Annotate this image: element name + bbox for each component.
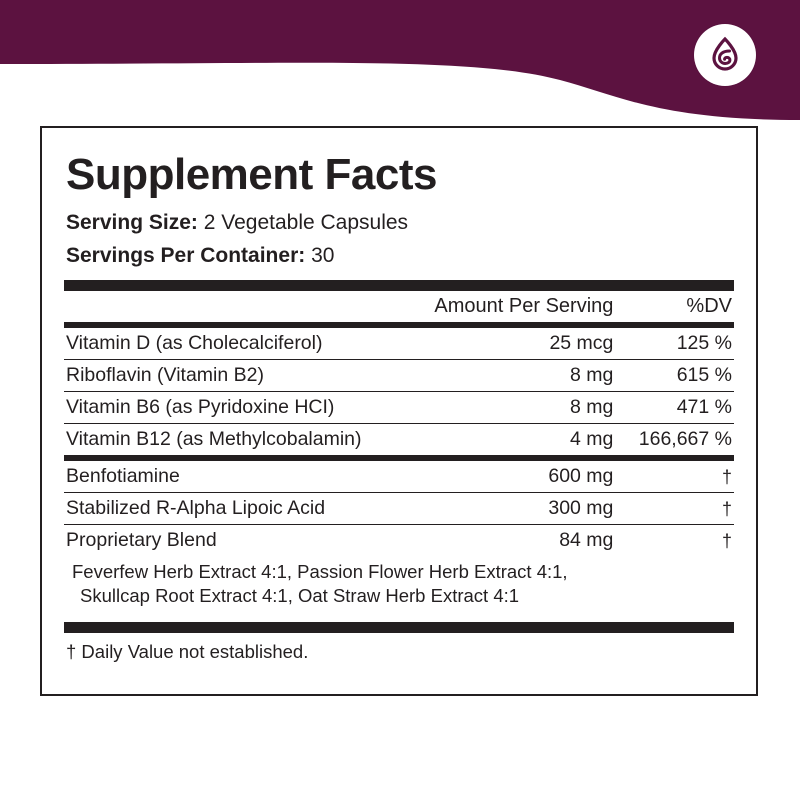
nutrient-name: Riboflavin (Vitamin B2) xyxy=(64,360,412,392)
facts-table-vitamins xyxy=(64,328,734,455)
table-row xyxy=(64,461,734,493)
facts-table-ingredients xyxy=(64,461,734,613)
servings-per-container-label: Servings Per Container: xyxy=(66,243,306,267)
header-banner xyxy=(0,0,800,120)
banner-shape xyxy=(0,0,800,120)
table-row xyxy=(64,424,734,456)
divider-thick-top xyxy=(64,280,734,291)
nutrient-name: Vitamin D (as Cholecalciferol) xyxy=(64,328,412,360)
serving-size-value: 2 Vegetable Capsules xyxy=(203,211,409,235)
ingredient-amount: 600 mg xyxy=(412,461,613,493)
blend-line: Feverfew Herb Extract 4:1, Passion Flower Herb Extract 4:1, xyxy=(72,561,568,583)
nutrient-amount: 4 mg xyxy=(570,428,614,451)
nutrient-name: Vitamin B12 (as Methylcobalamin) xyxy=(66,428,362,451)
footnote-daily-value: † Daily Value not established. xyxy=(66,640,309,662)
ingredient-dv: † xyxy=(721,531,732,552)
header-percent-dv: %DV xyxy=(686,295,732,318)
nutrient-dv: 471 % xyxy=(613,392,734,424)
blend-detail-cell xyxy=(64,556,734,613)
nutrient-dv: 615 % xyxy=(613,360,734,392)
facts-table xyxy=(64,291,734,322)
nutrient-amount: 8 mg xyxy=(412,392,613,424)
ingredient-dv: † xyxy=(613,461,734,493)
table-row xyxy=(64,392,734,424)
servings-per-container-value: 30 xyxy=(311,243,335,267)
blend-line: Skullcap Root Extract 4:1, Oat Straw Herb Extract 4:1 xyxy=(80,585,520,607)
ingredient-amount: 300 mg xyxy=(412,493,613,525)
servings-per-container-line xyxy=(66,241,734,271)
brand-droplet-logo xyxy=(694,24,756,86)
nutrient-amount: 25 mcg xyxy=(412,328,613,360)
ingredient-name: Benfotiamine xyxy=(64,461,412,493)
ingredient-amount: 84 mg xyxy=(559,529,614,552)
supplement-facts-panel xyxy=(40,126,758,696)
table-row xyxy=(64,360,734,392)
header-amount-per-serving: Amount Per Serving xyxy=(434,295,614,318)
nutrient-dv: 125 % xyxy=(613,328,734,360)
divider-thick-bottom xyxy=(64,622,734,633)
table-row xyxy=(64,328,734,360)
table-row xyxy=(64,493,734,525)
blend-detail-row xyxy=(64,556,734,613)
nutrient-amount: 8 mg xyxy=(412,360,613,392)
droplet-icon xyxy=(705,35,745,75)
header-spacer xyxy=(64,291,412,322)
facts-table-header xyxy=(64,291,734,322)
ingredient-dv: † xyxy=(613,493,734,525)
page-title: Supplement Facts xyxy=(66,150,437,199)
serving-size-label: Serving Size: xyxy=(66,211,198,235)
ingredient-name: Stabilized R-Alpha Lipoic Acid xyxy=(64,493,412,525)
nutrient-dv: 166,667 % xyxy=(638,428,732,451)
serving-size-line xyxy=(66,208,734,238)
table-row xyxy=(64,525,734,557)
nutrient-name: Vitamin B6 (as Pyridoxine HCI) xyxy=(64,392,412,424)
ingredient-name: Proprietary Blend xyxy=(66,529,217,552)
